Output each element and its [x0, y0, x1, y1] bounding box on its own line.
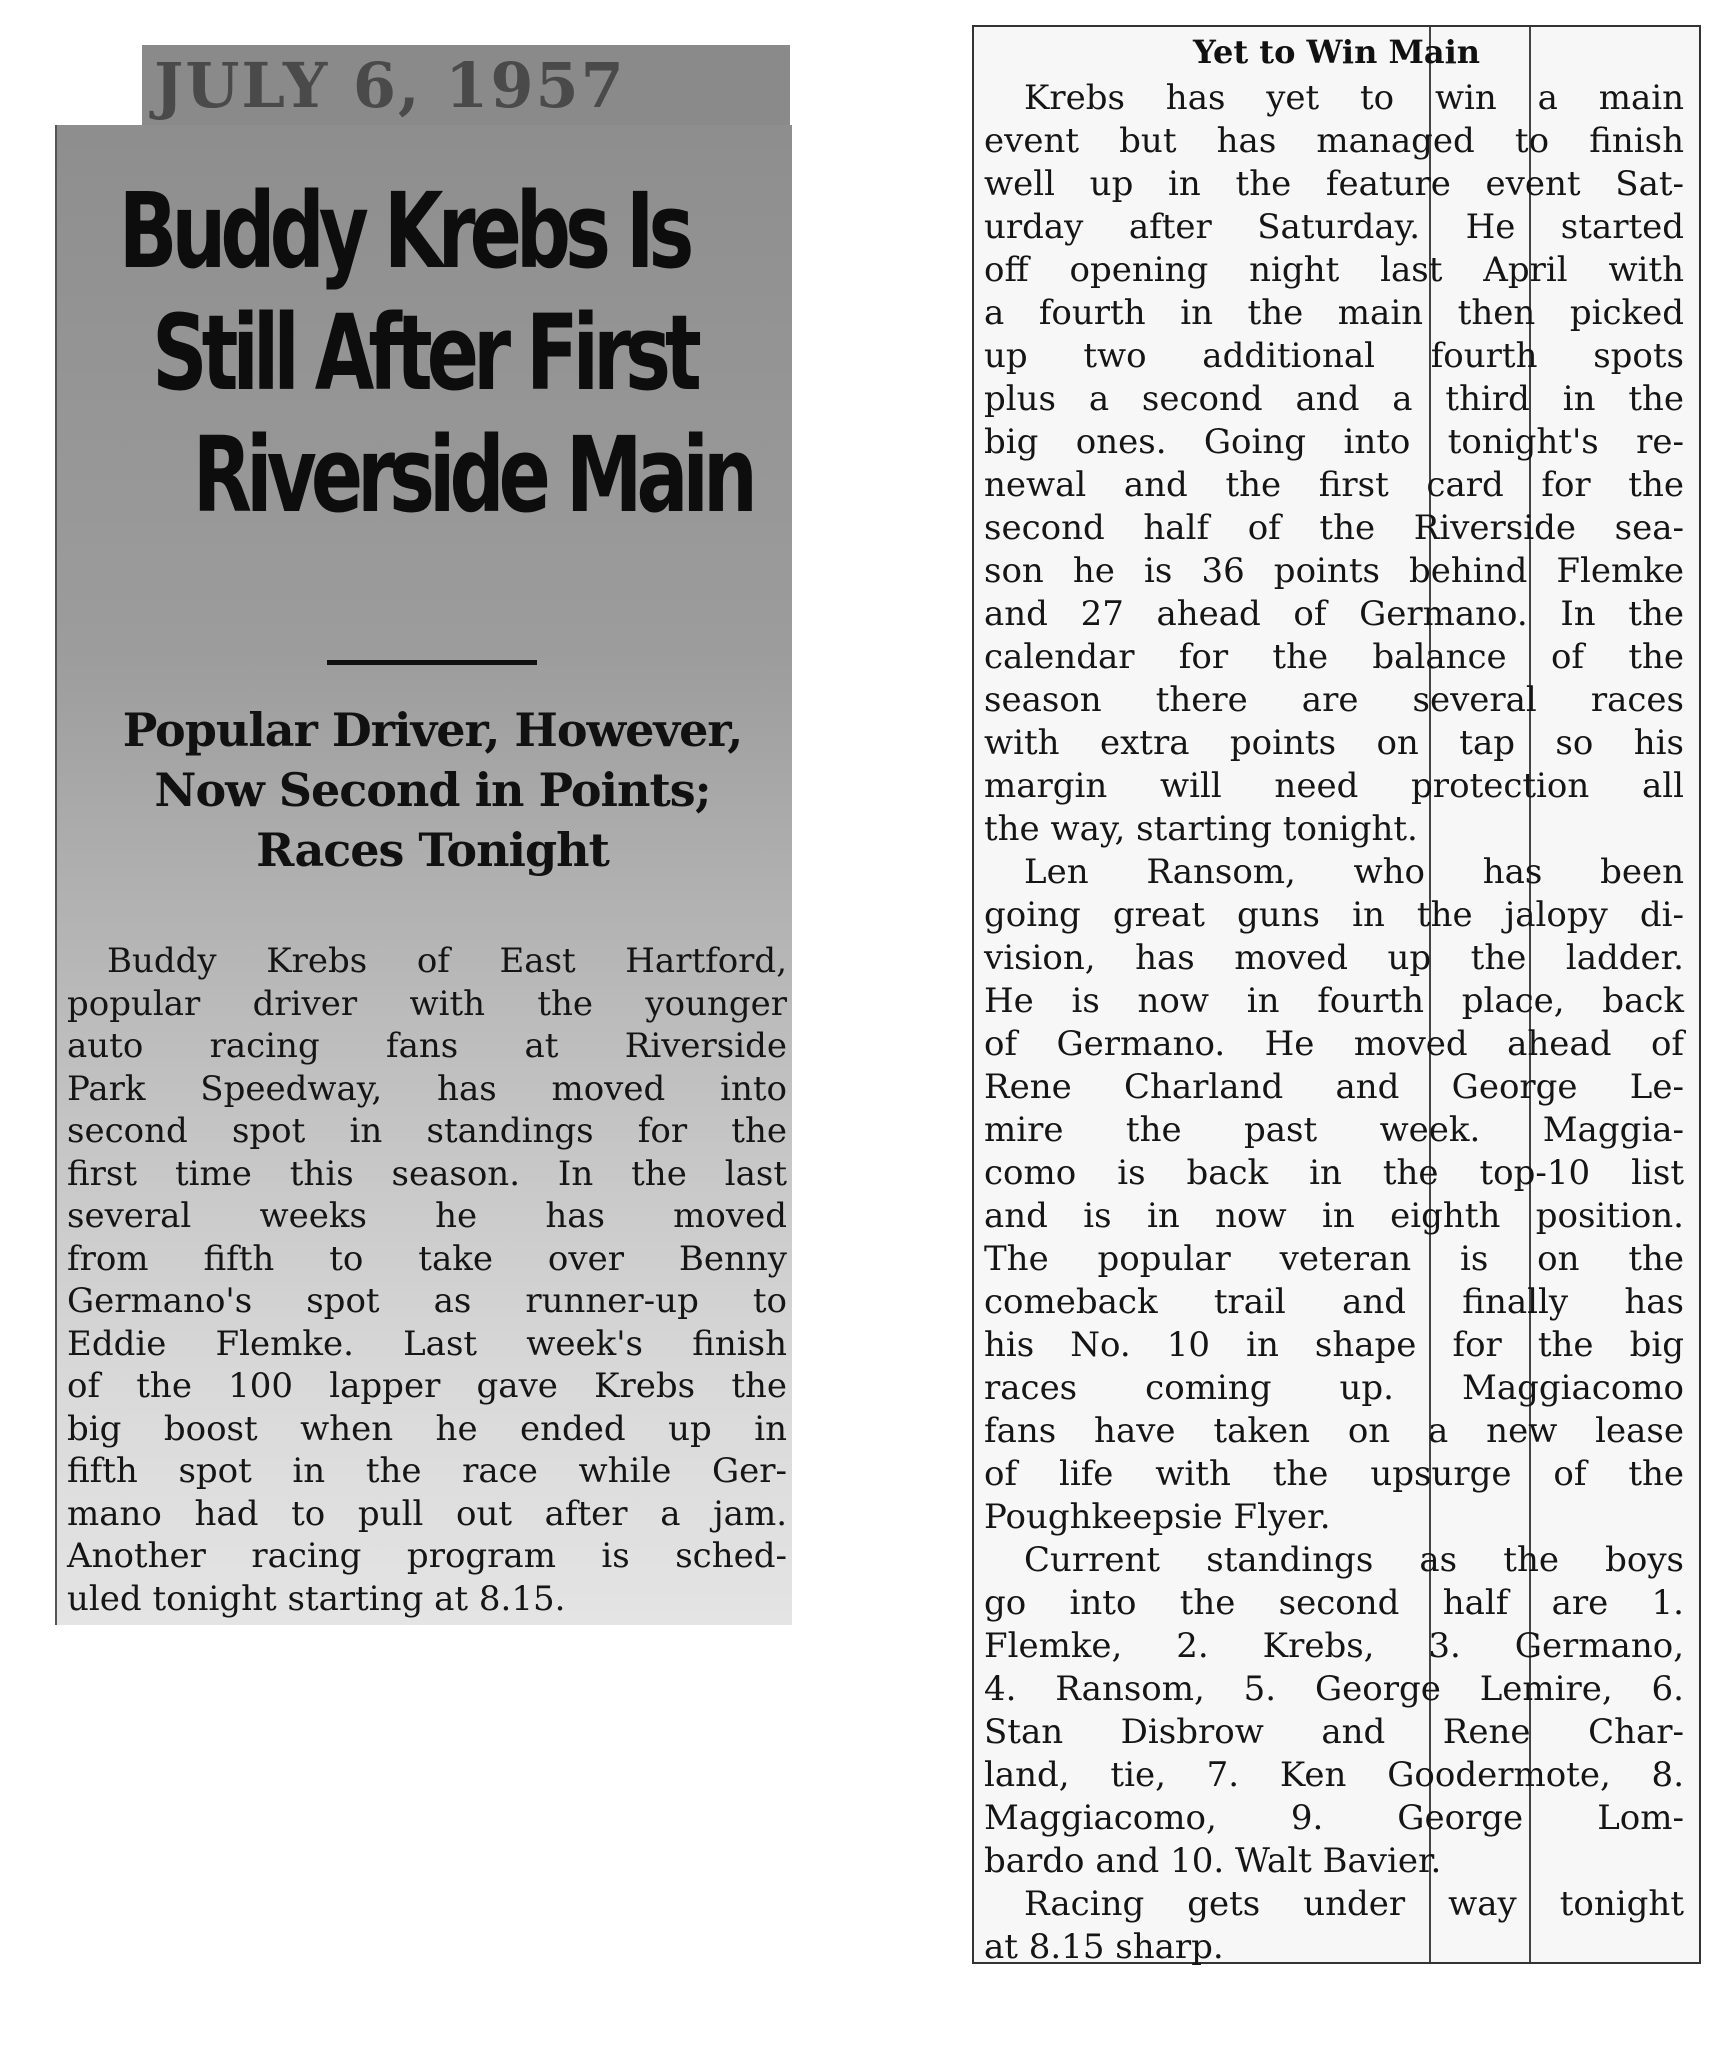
text-line: Stan Disbrow and Rene Char-: [984, 1712, 1684, 1752]
text-line: and 27 ahead of Germano. In the: [984, 594, 1684, 634]
text-line: Rene Charland and George Le-: [984, 1067, 1684, 1107]
text-line: big ones. Going into tonight's re-: [984, 422, 1684, 462]
text-line: Buddy Krebs of East Hartford,: [107, 941, 787, 981]
text-line: mire the past week. Maggia-: [984, 1110, 1684, 1150]
text-line: big boost when he ended up in: [67, 1408, 787, 1449]
text-line: off opening night last April with: [984, 250, 1684, 290]
text-line: fans have taken on a new lease: [984, 1411, 1684, 1451]
text-line: newal and the first card for the: [984, 465, 1684, 505]
left-article-body: [67, 940, 787, 1620]
text-line: plus a second and a third in the: [984, 379, 1684, 419]
headline-divider: [327, 660, 537, 665]
text-line: of Germano. He moved ahead of: [984, 1024, 1684, 1064]
text-line: Len Ransom, who has been: [1024, 852, 1684, 892]
text-line: at 8.15 sharp.: [984, 1927, 1224, 1967]
text-line: bardo and 10. Walt Bavier.: [984, 1841, 1442, 1881]
text-line: Poughkeepsie Flyer.: [984, 1497, 1331, 1537]
clipping-date: JULY 6, 1957: [154, 49, 626, 122]
text-line: first time this season. In the last: [67, 1153, 787, 1194]
text-line: urday after Saturday. He started: [984, 207, 1684, 247]
text-line: The popular veteran is on the: [984, 1239, 1684, 1279]
text-line: auto racing fans at Riverside: [67, 1026, 787, 1066]
headline-line: Buddy Krebs Is: [118, 170, 689, 292]
text-line: of life with the upsurge of the: [984, 1454, 1684, 1494]
text-line: his No. 10 in shape for the big: [984, 1325, 1684, 1365]
text-line: Another racing program is sched-: [67, 1536, 787, 1576]
text-line: Krebs has yet to win a main: [1024, 78, 1684, 118]
text-line: and is in now in eighth position.: [984, 1196, 1684, 1236]
text-line: second half of the Riverside sea-: [984, 508, 1684, 548]
deck-line: Now Second in Points;: [154, 763, 711, 817]
text-line: Maggiacomo, 9. George Lom-: [984, 1798, 1684, 1838]
right-clipping: [972, 25, 1701, 1967]
text-line: margin will need protection all: [984, 766, 1684, 806]
deck-line: Popular Driver, However,: [122, 703, 743, 757]
headline-line: Still After First: [152, 292, 696, 414]
text-line: popular driver with the younger: [67, 983, 787, 1024]
text-line: son he is 36 points behind Flemke: [984, 551, 1684, 591]
text-line: event but has managed to finish: [984, 121, 1684, 161]
text-line: of the 100 lapper gave Krebs the: [67, 1366, 787, 1406]
deck-headline: [65, 700, 800, 880]
text-line: Racing gets under way tonight: [1024, 1884, 1684, 1924]
text-line: with extra points on tap so his: [984, 723, 1684, 763]
text-line: He is now in fourth place, back: [984, 981, 1684, 1021]
text-line: second spot in standings for the: [67, 1111, 787, 1151]
right-article-body: [984, 77, 1684, 1969]
subheading: Yet to Win Main: [1192, 33, 1481, 71]
text-line: a fourth in the main then picked: [984, 293, 1684, 333]
text-line: well up in the feature event Sat-: [984, 164, 1684, 204]
text-line: comeback trail and finally has: [984, 1282, 1684, 1322]
text-line: up two additional fourth spots: [984, 336, 1684, 376]
text-line: uled tonight starting at 8.15.: [67, 1578, 566, 1619]
left-clipping: [55, 125, 792, 1625]
text-line: Flemke, 2. Krebs, 3. Germano,: [984, 1626, 1684, 1666]
text-line: Park Speedway, has moved into: [67, 1068, 787, 1109]
text-line: fifth spot in the race while Ger-: [67, 1451, 787, 1491]
text-line: going great guns in the jalopy di-: [984, 895, 1684, 935]
text-line: go into the second half are 1.: [984, 1583, 1684, 1623]
text-line: Eddie Flemke. Last week's finish: [67, 1323, 787, 1364]
text-line: 4. Ransom, 5. George Lemire, 6.: [984, 1669, 1684, 1709]
text-line: the way, starting tonight.: [984, 809, 1418, 849]
text-line: Germano's spot as runner-up to: [67, 1281, 787, 1321]
date-strip: [142, 45, 790, 131]
text-line: calendar for the balance of the: [984, 637, 1684, 677]
text-line: mano had to pull out after a jam.: [67, 1493, 787, 1534]
text-line: como is back in the top-10 list: [984, 1153, 1684, 1193]
text-line: several weeks he has moved: [67, 1196, 787, 1236]
headline: [67, 170, 752, 536]
text-line: from fifth to take over Benny: [67, 1238, 787, 1279]
text-line: season there are several races: [984, 680, 1684, 720]
headline-line: Riverside Main: [192, 414, 752, 536]
text-line: Current standings as the boys: [1024, 1540, 1684, 1580]
text-line: races coming up. Maggiacomo: [984, 1368, 1684, 1408]
text-line: vision, has moved up the ladder.: [984, 938, 1684, 978]
deck-line: Races Tonight: [256, 823, 609, 877]
text-line: land, tie, 7. Ken Goodermote, 8.: [984, 1755, 1684, 1795]
